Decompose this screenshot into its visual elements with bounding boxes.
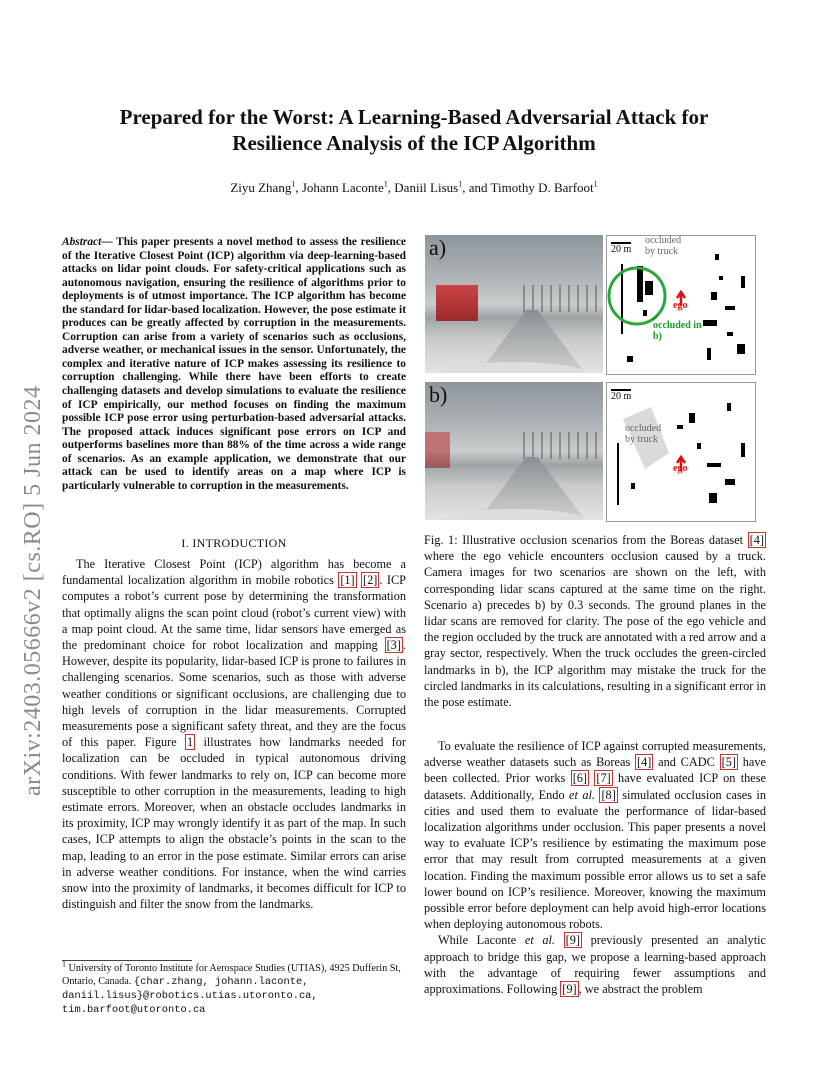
ego-label: ego [673, 300, 688, 311]
text-run: have been collected. Prior works [424, 755, 766, 786]
arxiv-identifier: arXiv:2403.05666v2 [cs.RO] 5 Jun 2024 [20, 385, 46, 796]
citation-link[interactable]: [9] [565, 933, 580, 948]
introduction-body [62, 556, 406, 912]
abstract-label: Abstract [62, 236, 102, 248]
citation-link[interactable]: [7] [596, 771, 611, 786]
author-list: Ziyu Zhang$^1$, Johann Laconte$^1$, Daniil Lisus$^1$, and Timothy D. Barfoot$^1$ [230, 179, 598, 195]
abstract: Abstract— This paper presents a novel method to assess the resilience of the Iterative Closest Point (ICP) algorithm via deep-learning-based attacks on lidar point clouds. For safety-critical applications such as autonomous navigation, ensuring the resilience of algorithms prior to deployments is of utmost importance. The ICP algorithm has become the standard for lidar-based localization. However, the pose estimate it produces can be greatly affected by corruption in the measurements. Corruption can arise from a variety of scenarios such as occlusions, adverse weather, or mechanical issues in the sensor. Unfortunately, the complex and iterative nature of ICP makes assessing its resilience to corruption challenging. While there have been efforts to create challenging datasets and develop simulations to evaluate the resilience of ICP empirically, our method focuses on finding the maximum possible ICP pose error using perturbation-based adversarial attacks. The proposed attack induces significant pose errors on ICP and outperforms baselines more than 88% of the time across a wide range of scenarios. As an example application, we demonstrate that our attack can be used to identify areas on a map where ICP is particularly vulnerable to corruption in the measurements. [62, 236, 406, 492]
intro-paragraph [62, 556, 406, 912]
affiliation-mark: 1 [383, 179, 388, 189]
author-name: Ziyu Zhang [230, 180, 292, 195]
title-line-1: Prepared for the Worst: A Learning-Based Adversarial Attack for [119, 105, 709, 129]
body-paragraph [424, 932, 766, 997]
text-run: et al. [524, 933, 556, 948]
lidar-points-b [607, 383, 755, 521]
citation-link[interactable]: [8] [601, 787, 616, 802]
text-run: . However, despite its popularity, lidar-based ICP is prone to failures in challenging scenarios. Some scenarios, such as those with adverse weather conditions or significant occlusions, are challenging due to high levels of corruption in the lidar measurements. Corrupted measurements pose a significant safety threat, and they are the focus of this paper. Figure [62, 638, 406, 750]
citation-link[interactable]: [3] [386, 638, 401, 653]
panel-label-b: b) [429, 382, 448, 407]
text-run: where the ego vehicle encounters occlusion caused by a truck. Camera images for two scenarios are shown on the left, with corresponding lidar scans captured at the same time on the right. Scenario a) precedes b) by 0.3 seconds. The ground planes in the lidar scans are removed for clarity. The pose of the ego vehicle and the region occluded by the truck are annotated with a red arrow and a gray sector, respectively. When the truck occludes the green-circled landmarks in b), the ICP algorithm may mistake the truck for the circled landmarks in its calculations, resulting in a significant error in the pose estimate. [424, 549, 766, 710]
author-name: Johann Laconte [301, 180, 384, 195]
paper-title [70, 104, 758, 156]
occluded-in-b-annotation: occluded in b) [653, 320, 702, 342]
truck-shape [436, 285, 479, 321]
footnote-divider [62, 960, 192, 961]
citation-link[interactable]: [5] [721, 755, 736, 770]
author-name: Timothy D. Barfoot [490, 180, 594, 195]
camera-image-b [425, 382, 603, 520]
author-name: Daniil Lisus [394, 180, 459, 195]
lidar-scan-a [606, 235, 756, 375]
occluded-annotation: occluded by truck [645, 235, 682, 257]
affiliation-mark: 1 [593, 179, 598, 189]
ego-label: ego [673, 463, 688, 474]
footnote-text: University of Toronto Institute for Aerospace Studies (UTIAS), 4925 Dufferin St, Ontario, Canada. [62, 963, 401, 987]
text-run: illustrates how landmarks needed for localization can be occluded in typical autonomous driving conditions. With fewer landmarks to rely on, ICP can become more susceptible to other corruption in the measurements, leading to high estimate errors. Moreover, when an obstacle occludes landmarks in its proximity, ICP may wrongly identify it as part of the map. In such cases, ICP attempts to align the obstacle’s points in the scan to the map, leading to an error in the pose estimate. Similar errors can arise in adverse weather conditions. For instance, when the wind carries snow into the proximity of landmarks, it becomes difficult for ICP to distinguish and filter the snow from the landmarks. [62, 735, 406, 912]
panel-label-a: a) [429, 235, 447, 260]
text-run: , we abstract the problem [578, 982, 703, 997]
citation-link[interactable]: [4] [637, 755, 652, 770]
text-run: et al. [569, 787, 595, 802]
abstract-text: This paper presents a novel method to assess the resilience of the Iterative Closest Point (ICP) algorithm via deep-learning-based attacks on lidar point clouds. For safety-critical applications such as autonomous navigation, ensuring the resilience of algorithms prior to deployments is of utmost importance. The ICP algorithm has become the standard for lidar-based localization. However, the pose estimate it produces can be greatly affected by corruption in the measurements. Corruption can arise from a variety of scenarios such as occlusions, adverse weather, or mechanical issues in the sensor. Unfortunately, the complex and iterative nature of ICP makes assessing its resilience to corruption challenging. While there have been efforts to create challenging datasets and develop simulations to evaluate the resilience of ICP empirically, our method focuses on finding the maximum possible ICP pose error using perturbation-based adversarial attacks. The proposed attack induces significant pose errors on ICP and outperforms baselines more than 88% of the time across a wide range of scenarios. As an example application, we demonstrate that our attack can be used to identify areas on a map where ICP is particularly vulnerable to corruption in the measurements. [62, 236, 406, 492]
text-run: simulated occlusion cases in cities and used them to evaluate the performance of lidar-based localization algorithms under occlusion. This paper presents a novel way to evaluate ICP’s resilience by estimating the maximum pose error that may result from corrupted measurements at a given location. Finding the maximum possible error allows us to set a safe lower bound on ICP’s resilience. Moreover, knowing the maximum possible error before deployment can help avoid high-error locations when deploying autonomous robots. [424, 787, 767, 932]
affiliation-mark: 1 [291, 179, 296, 189]
figure-link[interactable]: 1 [187, 735, 194, 750]
footnote-mark: 1 [62, 959, 66, 969]
tree-line [523, 432, 603, 460]
right-column-body [424, 738, 766, 997]
affiliation-mark: 1 [458, 179, 463, 189]
footnote-emails: {char.zhang, johann.laconte, daniil.lisus}@robotics.utias.utoronto.ca, [62, 976, 318, 1002]
scale-bar: 20 m [611, 391, 632, 402]
text-run: The Iterative Closest Point (ICP) algorithm has become a fundamental localization algorithm in mobile robotics [62, 557, 406, 588]
text-run: have evaluated ICP on these datasets. Additionally, Endo [424, 771, 766, 802]
footnote [62, 959, 406, 1017]
camera-image-a [425, 235, 603, 373]
text-run: and CADC [653, 755, 720, 770]
citation-link[interactable]: [1] [340, 573, 355, 588]
lidar-scan-b [606, 382, 756, 522]
figure-caption [424, 532, 766, 710]
occluded-annotation: occluded by truck [625, 423, 662, 445]
text-run: To evaluate the resilience of ICP against corrupted measurements, adverse weather datasets such as Boreas [424, 739, 766, 770]
citation-link[interactable]: [2] [363, 573, 378, 588]
tree-line [523, 285, 603, 313]
scale-bar: 20 m [611, 244, 632, 255]
citation-link[interactable]: [4] [749, 533, 764, 547]
citation-link[interactable]: [6] [572, 771, 588, 786]
truck-shape [425, 432, 450, 468]
body-paragraph [424, 738, 766, 932]
section-heading: I. INTRODUCTION [181, 536, 287, 550]
title-line-2: Resilience Analysis of the ICP Algorithm [232, 131, 596, 155]
text-run: previously presented an analytic approach to bridge this gap, we propose a learning-based approach with the advantage of requiring fewer assumptions and approximations. Following [424, 933, 767, 997]
footnote-email: tim.barfoot@utoronto.ca [62, 1004, 206, 1016]
text-run: Fig. 1: Illustrative occlusion scenarios from the Boreas dataset [424, 533, 748, 547]
text-run: . ICP computes a robot’s current pose by determining the transformation that optimally aligns the scan point cloud (robot’s current view) with a map point cloud. At the same time, lidar sensors have emerged as the predominant choice for robot localization and mapping [62, 573, 406, 653]
text-run: While Laconte [438, 933, 525, 948]
citation-link[interactable]: [9] [562, 982, 577, 997]
